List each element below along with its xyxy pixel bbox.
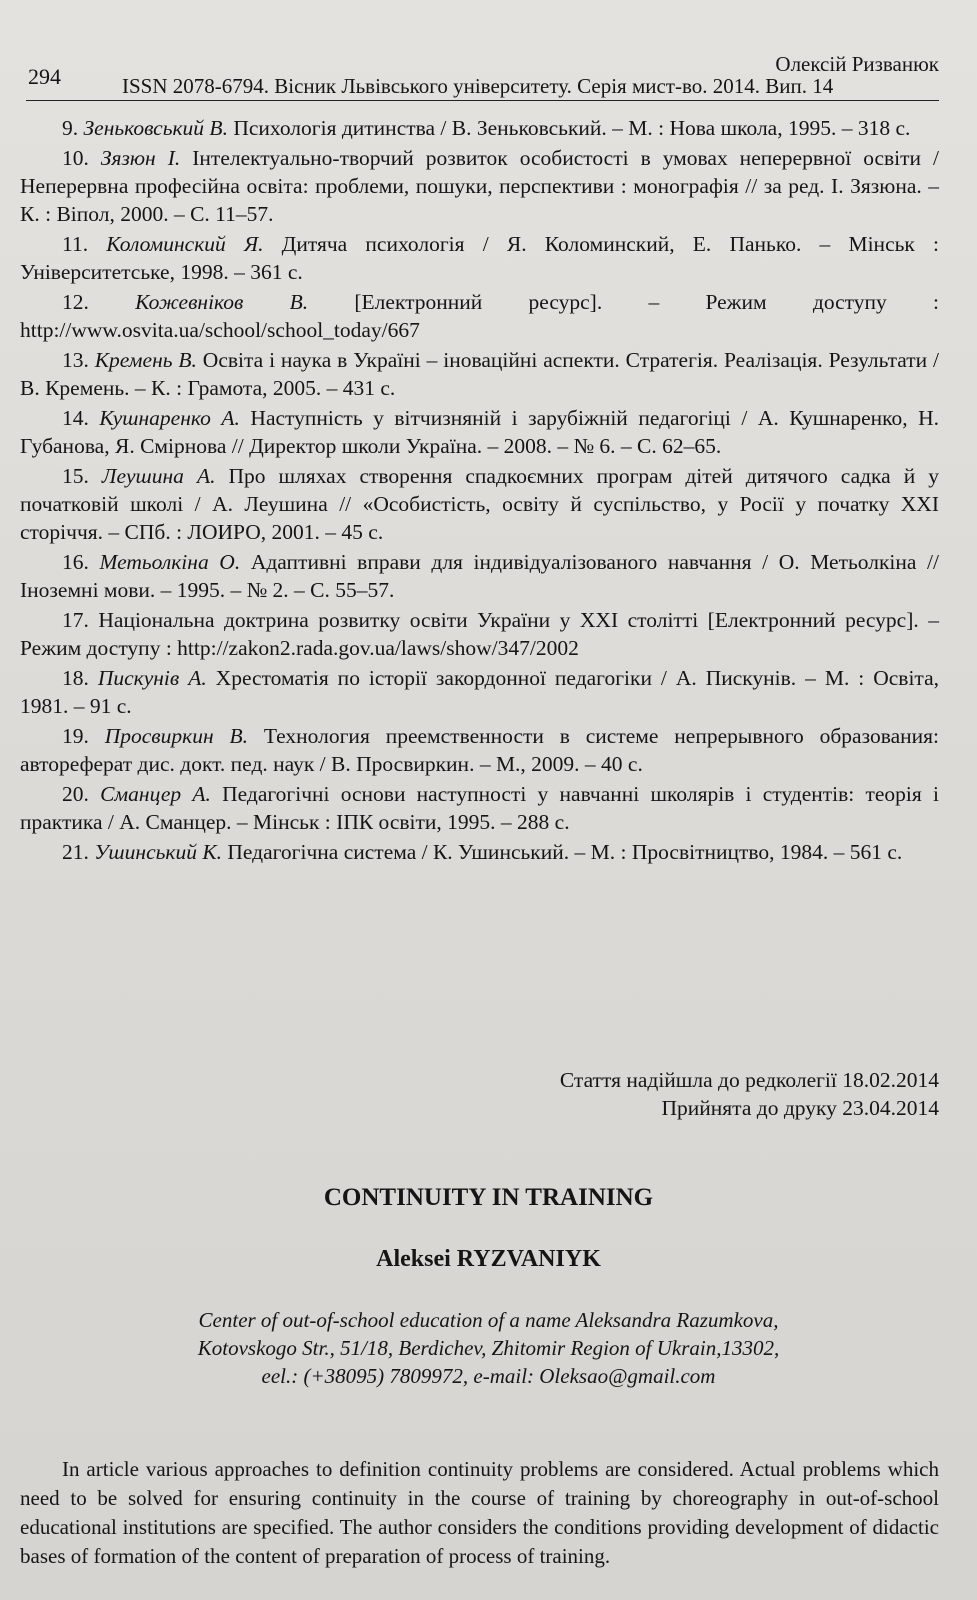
reference-item	[20, 346, 939, 402]
reference-author: Зеньковський В.	[83, 116, 228, 140]
reference-item	[20, 114, 939, 142]
reference-text: Педагогічні основи наступності у навчанні школярів і студентів: теорія і практика / А. Сманцер. – Мінськ : ІПК освіти, 1995. – 288 с.	[20, 782, 939, 834]
reference-number: 15.	[62, 464, 89, 488]
reference-item	[20, 230, 939, 286]
reference-number: 13.	[62, 348, 89, 372]
reference-number: 10.	[62, 146, 89, 170]
reference-text: Хрестоматія по історії закордонної педагогіки / А. Пискунів. – М. : Освіта, 1981. – 91 с.	[20, 666, 940, 718]
reference-text: Національна доктрина розвитку освіти України у XXI столітті [Електронний ресурс]. – Режим доступу : http://zakon2.rada.gov.ua/laws/show/347/2002	[20, 608, 940, 660]
reference-number: 16.	[62, 550, 89, 574]
reference-text: Наступність у вітчизняній і зарубіжній педагогіці / А. Кушнаренко, Н. Губанова, Я. Смірнова // Директор школи Україна. – 2008. – № 6. – С. 62–65.	[20, 406, 940, 458]
reference-text: Освіта і наука в Україні – іноваційні аспекти. Стратегія. Реалізація. Результати / В. Кремень. – К. : Грамота, 2005. – 431 с.	[20, 348, 940, 400]
reference-number: 20.	[62, 782, 89, 806]
reference-item	[20, 664, 939, 720]
page-header	[26, 48, 939, 104]
reference-author: Коломинский Я.	[106, 232, 264, 256]
reference-number: 21.	[62, 840, 89, 864]
reference-item	[20, 288, 939, 344]
reference-item	[20, 462, 939, 546]
reference-text: Психологія дитинства / В. Зеньковський. – М. : Нова школа, 1995. – 318 с.	[233, 116, 911, 140]
reference-list	[20, 114, 939, 868]
submission-dates	[560, 1066, 939, 1122]
reference-number: 19.	[62, 724, 89, 748]
reference-text: Дитяча психологія / Я. Коломинский, Е. Панько. – Мінськ : Університетське, 1998. – 361 с.	[20, 232, 940, 284]
reference-author: Кремень В.	[94, 348, 197, 372]
english-author: Aleksei RYZVANIYK	[376, 1246, 601, 1272]
reference-item	[20, 404, 939, 460]
affiliation-line: Kotovskogo Str., 51/18, Berdichev, Zhitomir Region of Ukrain,13302,	[197, 1336, 780, 1360]
running-author: Олексій Ризванюк	[775, 52, 939, 76]
reference-author: Леушина А.	[101, 464, 216, 488]
reference-text: Про шляхах створення спадкоємних програм дітей дитячого садка й у початковій школі / А. Леушина // «Особистість, освіту й суспільство, у Росії у початку XXI сторіччя. – СПб. : ЛОИРО, 2001. – 45 с.	[20, 464, 940, 544]
received-date: Стаття надійшла до редколегії 18.02.2014	[559, 1068, 939, 1092]
reference-item	[20, 144, 939, 228]
reference-item	[20, 722, 939, 778]
affiliation-block	[0, 1306, 977, 1390]
reference-author: Сманцер А.	[100, 782, 211, 806]
accepted-date: Прийнята до друку 23.04.2014	[661, 1096, 939, 1120]
affiliation-line: Center of out-of-school education of a name Aleksandra Razumkova,	[198, 1308, 779, 1332]
reference-text: Технология преемственности в системе непрерывного образования: автореферат дис. докт. пед. наук / В. Просвиркин. – М., 2009. – 40 с.	[20, 724, 940, 776]
reference-text: [Електронний ресурс]. – Режим доступу : http://www.osvita.ua/school/school_today/667	[20, 290, 940, 342]
english-title: CONTINUITY IN TRAINING	[323, 1184, 654, 1211]
reference-number: 17.	[62, 608, 89, 632]
reference-number: 14.	[62, 406, 89, 430]
reference-item	[20, 780, 939, 836]
reference-text: Адаптивні вправи для індивідуалізованого навчання / О. Метьолкіна // Іноземні мови. – 1995. – № 2. – С. 55–57.	[20, 550, 939, 602]
reference-number: 12.	[62, 290, 89, 314]
journal-citation: ISSN 2078-6794. Вісник Львівського університету. Серія мист-во. 2014. Вип. 14	[122, 74, 834, 98]
reference-item	[20, 606, 939, 662]
reference-text: Педагогічна система / К. Ушинський. – М. : Просвітництво, 1984. – 561 с.	[227, 840, 903, 864]
reference-author: Просвиркин В.	[104, 724, 248, 748]
reference-text: Інтелектуально-творчий розвиток особистості в умовах неперервної освіти / Неперервна професійна освіта: проблеми, пошуки, перспективи : монографія // за ред. І. Зязюна. – К. : Віпол, 2000. – С. 11–57.	[20, 146, 940, 226]
reference-number: 9.	[62, 116, 79, 140]
header-rule	[26, 100, 939, 101]
page-number: 294	[28, 64, 61, 89]
reference-author: Кушнаренко А.	[99, 406, 240, 430]
affiliation-line: eel.: (+38095) 7809972, e-mail: Oleksao@gmail.com	[261, 1364, 716, 1388]
reference-author: Пискунів А.	[97, 666, 207, 690]
reference-author: Метьолкіна О.	[99, 550, 241, 574]
reference-item	[20, 838, 939, 866]
reference-number: 11.	[62, 232, 89, 256]
english-abstract: In article various approaches to definition continuity problems are considered. Actual problems which need to be solved for ensuring continuity in the course of training by choreography in out-of-school educational institutions are specified. The author considers the conditions providing development of didactic bases of formation of the content of preparation of process of training.	[20, 1457, 939, 1568]
reference-item	[20, 548, 939, 604]
reference-number: 18.	[62, 666, 89, 690]
reference-author: Зязюн І.	[100, 146, 181, 170]
reference-author: Ушинський К.	[94, 840, 222, 864]
reference-author: Кожевніков В.	[135, 290, 309, 314]
